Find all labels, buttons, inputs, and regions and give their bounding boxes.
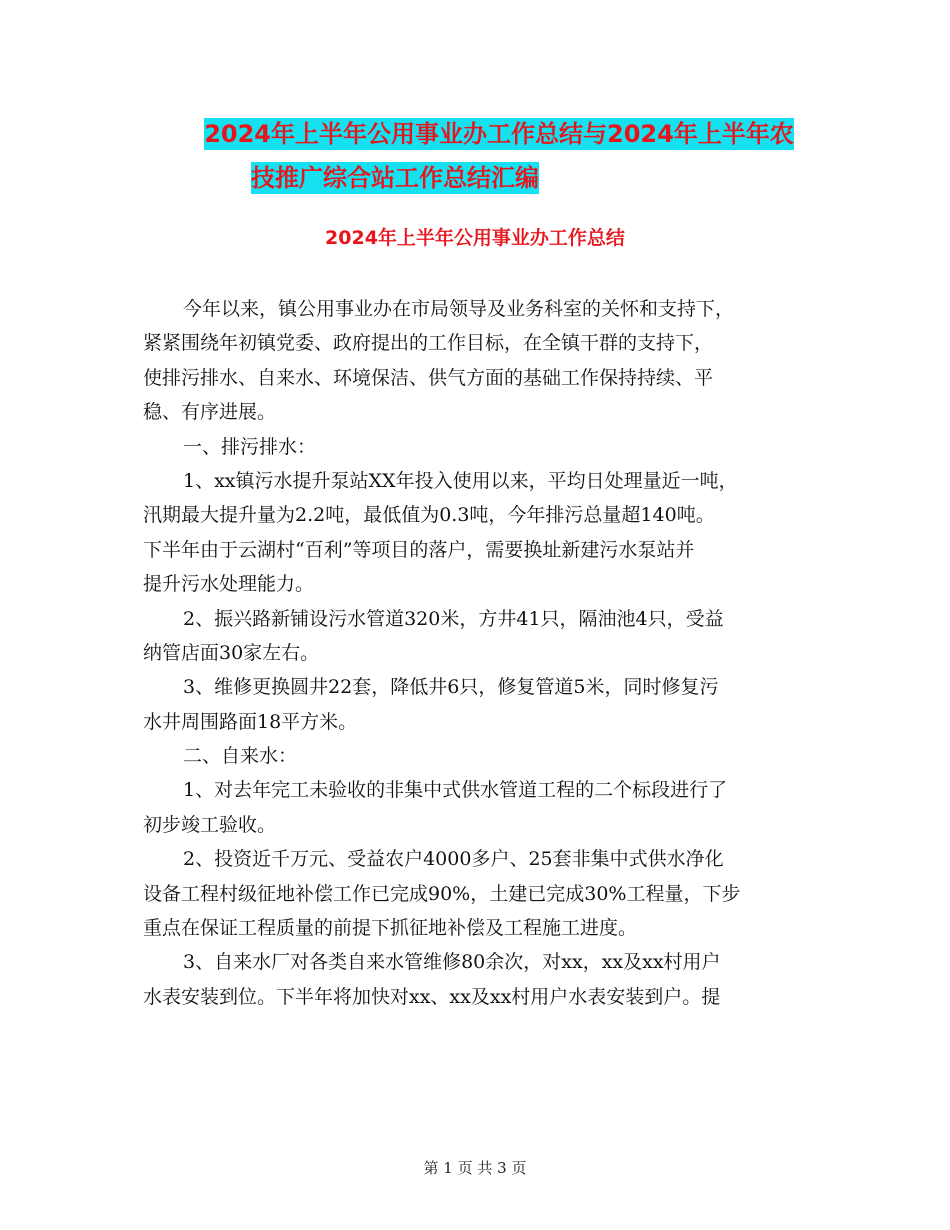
paragraph-line: 1、xx镇污水提升泵站XX年投入使用以来，平均日处理量近一吨， bbox=[183, 469, 738, 492]
paragraph-line: 3、自来水厂对各类自来水管维修80余次，对xx，xx及xx村用户 bbox=[183, 951, 721, 974]
paragraph-line: 今年以来，镇公用事业办在市局领导及业务科室的关怀和支持下， bbox=[183, 298, 735, 320]
paragraph-line: 紧紧围绕年初镇党委、政府提出的工作目标，在全镇干群的支持下， bbox=[143, 332, 714, 355]
paragraph-line: 1、对去年完工未验收的非集中式供水管道工程的二个标段进行了 bbox=[183, 779, 728, 802]
paragraph-line: 水井周围路面18平方米。 bbox=[143, 710, 358, 733]
paragraph-line: 设备工程村级征地补偿工作已完成90%，土建已完成30%工程量，下步 bbox=[143, 882, 741, 905]
document-title-text-1: 2024年上半年公用事业办工作总结与2024年上半年农 bbox=[204, 120, 794, 148]
paragraph-line: 2、投资近千万元、受益农户4000多户、25套非集中式供水净化 bbox=[183, 848, 724, 871]
paragraph-line: 重点在保证工程质量的前提下抓征地补偿及工程施工进度。 bbox=[143, 917, 638, 940]
page-footer: 第 1 页 共 3 页 bbox=[423, 1159, 527, 1177]
paragraph-line: 初步竣工验收。 bbox=[143, 813, 277, 836]
heading-line: 一、排污排水： bbox=[183, 435, 317, 458]
paragraph-line: 纳管店面30家左右。 bbox=[143, 641, 320, 664]
section-title: 2024年上半年公用事业办工作总结 bbox=[325, 227, 625, 249]
document-title-line-1 bbox=[24, 114, 950, 149]
paragraph-line: 稳、有序进展。 bbox=[143, 401, 277, 424]
body-text bbox=[143, 292, 823, 1014]
paragraph-line: 水表安装到位。下半年将加快对xx、xx及xx村用户水表安装到户。提 bbox=[143, 985, 721, 1008]
paragraph-line: 下半年由于云湖村“百利”等项目的落户，需要换址新建污水泵站并 bbox=[143, 538, 695, 561]
document-title-text-2: 技推广综合站工作总结汇编 bbox=[251, 164, 539, 192]
paragraph-line: 3、维修更换圆井22套，降低井6只，修复管道5米，同时修复污 bbox=[183, 676, 719, 699]
document-title-line-2 bbox=[0, 158, 870, 193]
paragraph-line: 使排污排水、自来水、环境保洁、供气方面的基础工作保持持续、平 bbox=[143, 366, 714, 389]
paragraph-line: 汛期最大提升量为2.2吨，最低值为0.3吨，今年排污总量超140吨。 bbox=[143, 504, 715, 527]
paragraph-line: 2、振兴路新铺设污水管道320米，方井41只，隔油池4只，受益 bbox=[183, 607, 724, 630]
heading-line: 二、自来水： bbox=[183, 745, 298, 768]
paragraph-line: 提升污水处理能力。 bbox=[143, 573, 315, 596]
